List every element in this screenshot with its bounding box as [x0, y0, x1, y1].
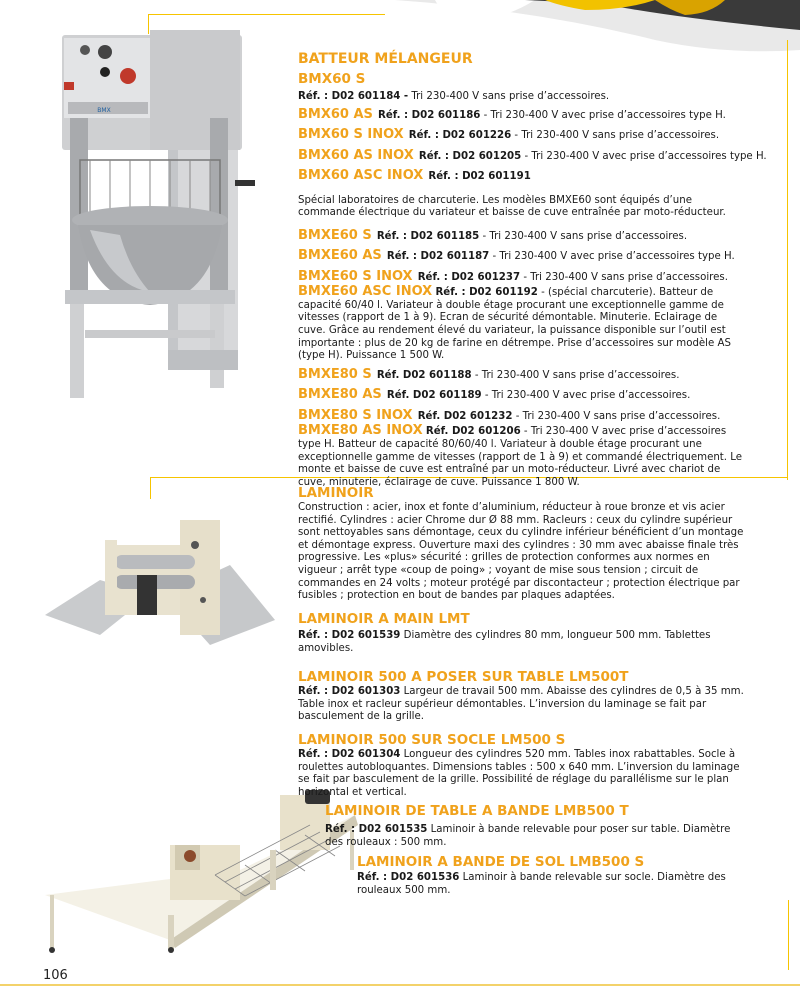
- lmb500s-title: LAMINOIR A BANDE DE SOL LMB500 S: [357, 854, 645, 870]
- laminoir-section: [298, 485, 748, 603]
- ref-desc: Tri 230-400 V sans prise d’accessoires.: [408, 91, 610, 102]
- lmt-section: [298, 611, 748, 655]
- laminoir-text: Construction : acier, inox et fonte d’aluminium, réducteur à roue bronze et vis acier rectifié. Cylindres : acier Chrome dur Ø 88 mm. Racleurs : ceux du cylindre supérieur sont nettoyables sans démontage, ceux du cylindre inférieur bénéficient d’un montage et démontage express. Ouverture maxi des cylindres : 30 mm avec abaisse finale très progressive. Les «plus» sécurité : grilles de protection conformes aux normes en vigueur ; arrêt type «coup de poing» ; voyant de mise sous tension ; circuit de commandes en 24 volts ; moteur protégé par discontacteur ; protection électrique par fusibles ; protection en bout de bandes par plaques adaptées.: [298, 502, 744, 602]
- asc-paragraph: [298, 286, 748, 363]
- ref-desc: - (spécial charcuterie). Batteur de capacité 60/40 l. Variateur à double étage procurant une exceptionnelle gamme de vitesses (rapport de 1 à 9). Ecran de sécurité démontable. Minuterie. Eclairage de cuve. Grâce au rendement élevé du variateur, la puissance disponible sur l’outil est importante : plus de 20 kg de farine en détrempe. Prise d’accessoires sur modèle AS (type H). Puissance 1 500 W.: [298, 287, 731, 362]
- mixer-section: [298, 51, 767, 489]
- ref-code: Réf. : D02 601535: [325, 824, 428, 835]
- ref-desc: - Tri 230-400 V sans prise d’accessoires.: [479, 230, 688, 242]
- model-name: BMXE80 AS: [298, 387, 382, 403]
- lmb500s-section: [357, 854, 747, 897]
- ref-code: Réf. : D02 601186: [378, 109, 481, 121]
- ref-code: Réf. : D02 601539: [298, 630, 401, 641]
- model-row: [298, 124, 748, 145]
- model-name: BMX60 AS INOX: [298, 147, 414, 163]
- lm500s-text: [298, 749, 748, 799]
- ref-desc: - Tri 230-400 V avec prise d’accessoires type H.: [480, 109, 726, 121]
- ref-code: Réf. : D02 601187: [386, 251, 490, 263]
- lmb500s-text: [357, 872, 747, 897]
- laminoir-main-photo: [45, 510, 280, 650]
- special-text: Spécial laboratoires de charcuterie. Les modèles BMXE60 sont équipés d’une commande électrique du variateur et baisse de cuve entraînée par moto-réducteur.: [298, 194, 726, 219]
- ref-code: Réf. : D02 601303: [298, 686, 401, 697]
- ref-desc: Largeur de travail 500 mm. Abaisse des cylindres de 0,5 à 35 mm. Table inox et racleur supérieur démontables. L’inversion du laminage se fait par basculement de la grille.: [298, 686, 744, 723]
- ref-code: Réf. : D02 601192: [435, 287, 538, 299]
- mixer-title: BATTEUR MÉLANGEUR: [298, 51, 473, 67]
- ref-desc: - Tri 230-400 V avec prise d’accessoires type H.: [521, 150, 767, 162]
- laminoir-bande-photo: [40, 790, 360, 955]
- model-row: [298, 165, 748, 186]
- frame-top-line: [148, 14, 385, 15]
- ref-desc: Diamètre des cylindres 80 mm, longueur 500 mm. Tablettes amovibles.: [298, 630, 711, 654]
- model-row: [298, 104, 748, 125]
- models-list-c: [298, 364, 748, 426]
- model-name: BMXE80 AS INOX: [298, 423, 423, 439]
- model-row: [298, 245, 748, 266]
- model-name: BMXE60 S INOX: [298, 268, 413, 284]
- frame-bottom-line: [0, 984, 800, 986]
- lmb500t-section: [325, 803, 745, 849]
- model-row: [298, 266, 748, 287]
- lmb500t-text: [325, 824, 745, 849]
- lm500t-title: LAMINOIR 500 A POSER SUR TABLE LM500T: [298, 669, 629, 685]
- model-name: BMX60 AS: [298, 106, 373, 122]
- model-name: BMXE60 AS: [298, 248, 382, 264]
- frame-bottom-right-line: [788, 900, 789, 970]
- model-name: BMX60 ASC INOX: [298, 168, 424, 184]
- model-name: BMXE60 S: [298, 227, 372, 243]
- e80-paragraph: [298, 425, 748, 489]
- bmx60s-line: [298, 91, 748, 104]
- ref-desc: - Tri 230-400 V sans prise d’accessoires.: [471, 369, 680, 381]
- ref-code: Réf. : D02 601205: [418, 150, 522, 162]
- model-name: BMX60 S INOX: [298, 127, 404, 143]
- model-row: [298, 405, 748, 426]
- ref-code: Réf. : D02 601536: [357, 872, 460, 883]
- ref-code: Réf. D02 601232: [417, 410, 513, 422]
- mixer-photo: [50, 30, 260, 410]
- ref-code: Réf. : D02 601226: [408, 130, 512, 142]
- lm500t-section: [298, 669, 748, 724]
- lmt-text: [298, 630, 748, 655]
- lm500s-section: [298, 732, 748, 799]
- ref-desc: - Tri 230-400 V avec prise d’accessoires type H.: [489, 251, 735, 263]
- ref-code: Réf. : D02 601184 -: [298, 91, 409, 102]
- model-name: BMXE80 S: [298, 366, 372, 382]
- lm500t-text: [298, 686, 748, 724]
- ref-code: Réf. : D02 601304: [298, 749, 401, 760]
- laminoir-title: LAMINOIR: [298, 485, 374, 501]
- ref-desc: Longueur des cylindres 520 mm. Tables inox rabattables. Socle à roulettes autobloquantes. Dimensions tables : 500 x 640 mm. L’inversion du laminage se fait par basculement de la grille. Possibilité de réglage du parallélisme sur le plan horizontal et vertical.: [298, 749, 740, 798]
- model-name: BMXE60 ASC INOX: [298, 284, 433, 300]
- ref-desc: - Tri 230-400 V sans prise d’accessoires.: [512, 410, 721, 422]
- mixer-subtitle: BMX60 S: [298, 71, 366, 87]
- model-row: [298, 384, 748, 405]
- models-list-b: [298, 225, 748, 287]
- lmb500t-title: LAMINOIR DE TABLE A BANDE LMB500 T: [325, 803, 629, 819]
- model-row: [298, 145, 767, 166]
- ref-desc: - Tri 230-400 V avec prise d’accessoires type H. Batteur de capacité 80/60/40 l. Variateur à double étage procurant une exceptionnelle gamme de vitesses (rapport de 1 à 9) et commandé électriquement. Le monte et baisse de cuve est entraîné par un moto-réducteur. Livré avec chariot de cuve, minuterie, éclairage de cuve. Puissance 1 800 W.: [298, 426, 743, 488]
- ref-desc: Laminoir à bande relevable sur socle. Diamètre des rouleaux 500 mm.: [357, 872, 726, 896]
- ref-code: Réf. D02 601189: [386, 390, 482, 402]
- ref-code: Réf. D02 601188: [376, 369, 472, 381]
- lm500s-title: LAMINOIR 500 SUR SOCLE LM500 S: [298, 732, 566, 748]
- frame-right-line: [787, 40, 788, 480]
- model-row: [298, 225, 748, 246]
- ref-code: Réf. : D02 601191: [428, 171, 531, 183]
- ref-code: Réf. : D02 601237: [417, 271, 521, 283]
- ref-desc: Laminoir à bande relevable pour poser sur table. Diamètre des rouleaux : 500 mm.: [325, 824, 731, 848]
- ref-desc: - Tri 230-400 V sans prise d’accessoires.: [511, 130, 720, 142]
- model-row: [298, 364, 748, 385]
- ref-desc: - Tri 230-400 V avec prise d’accessoires.: [481, 390, 691, 402]
- models-list-a: [298, 104, 767, 186]
- ref-code: Réf. D02 601206: [425, 426, 521, 438]
- page-number: 106: [43, 968, 68, 983]
- lmt-title: LAMINOIR A MAIN LMT: [298, 611, 470, 627]
- ref-desc: - Tri 230-400 V sans prise d’accessoires.: [520, 271, 728, 283]
- mixer-panel-label: BMX: [97, 107, 111, 114]
- frame-mid-left-line: [150, 477, 151, 499]
- ref-code: Réf. : D02 601185: [376, 230, 480, 242]
- model-name: BMXE80 S INOX: [298, 407, 413, 423]
